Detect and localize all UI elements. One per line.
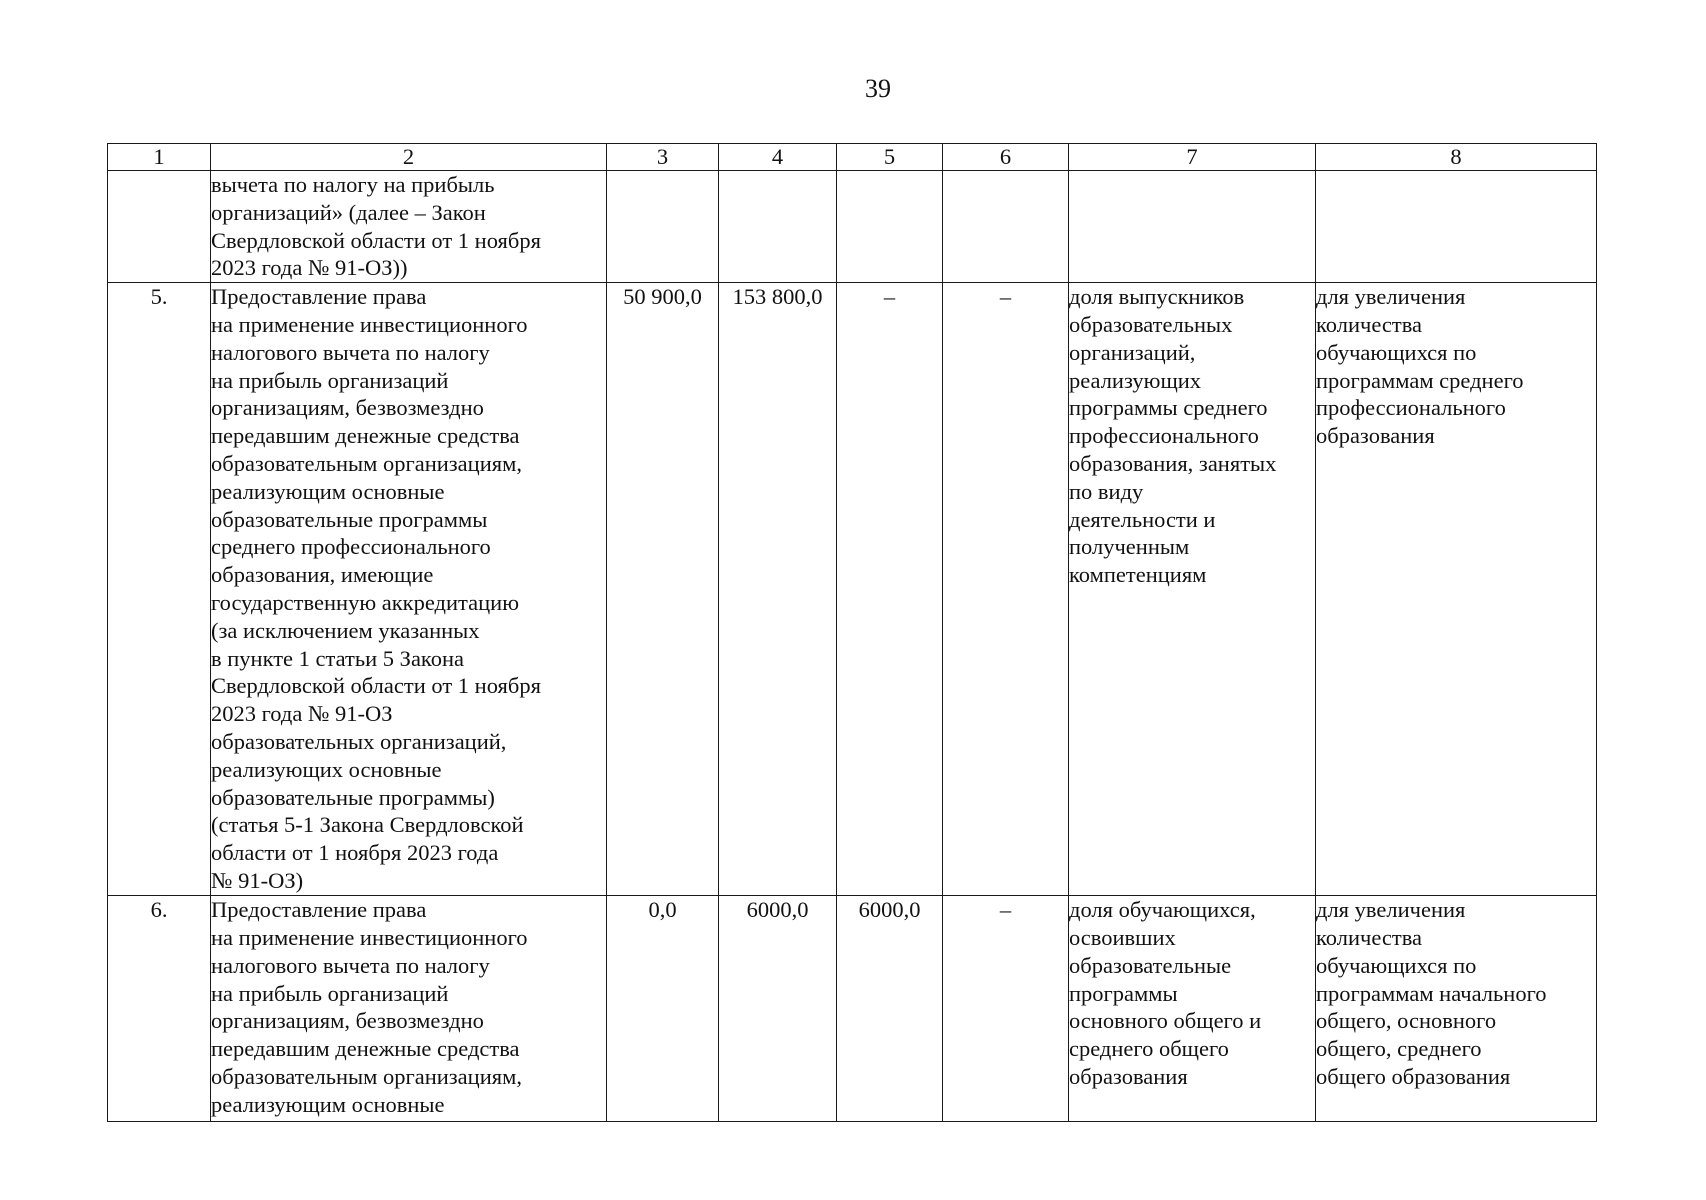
column-header: 6 bbox=[943, 144, 1069, 171]
value-cell-col3: 0,0 bbox=[607, 896, 719, 1122]
value-cell-col6 bbox=[943, 171, 1069, 283]
indicator-cell bbox=[1069, 171, 1316, 283]
purpose-cell: для увеличения количества обучающихся по программам начального общего, основного общего, среднего общего образования bbox=[1316, 896, 1597, 1122]
value-cell-col5 bbox=[837, 171, 943, 283]
row-number-cell: 5. bbox=[108, 283, 211, 896]
table-header-row bbox=[108, 144, 1597, 171]
column-header: 1 bbox=[108, 144, 211, 171]
page-number: 39 bbox=[865, 74, 891, 103]
description-cell: Предоставление права на применение инвестиционного налогового вычета по налогу на прибыль организаций организациям, безвозмездно передавшим денежные средства образовательным организациям, реализующим основные bbox=[211, 896, 607, 1122]
row-number-cell bbox=[108, 171, 211, 283]
table-row bbox=[108, 171, 1597, 283]
value-cell-col4 bbox=[719, 171, 837, 283]
purpose-cell: для увеличения количества обучающихся по программам среднего профессионального образования bbox=[1316, 283, 1597, 896]
column-header: 2 bbox=[211, 144, 607, 171]
column-header: 4 bbox=[719, 144, 837, 171]
value-cell-col4: 153 800,0 bbox=[719, 283, 837, 896]
value-cell-col3: 50 900,0 bbox=[607, 283, 719, 896]
indicator-cell: доля обучающихся, освоивших образовательные программы основного общего и среднего общего образования bbox=[1069, 896, 1316, 1122]
column-header: 8 bbox=[1316, 144, 1597, 171]
description-cell: вычета по налогу на прибыль организаций» (далее – Закон Свердловской области от 1 ноября 2023 года № 91-ОЗ)) bbox=[211, 171, 607, 283]
value-cell-col5: 6000,0 bbox=[837, 896, 943, 1122]
benefits-table bbox=[107, 143, 1597, 1122]
table-row bbox=[108, 896, 1597, 1122]
purpose-cell bbox=[1316, 171, 1597, 283]
value-cell-col3 bbox=[607, 171, 719, 283]
column-header: 7 bbox=[1069, 144, 1316, 171]
indicator-cell: доля выпускников образовательных организаций, реализующих программы среднего профессионального образования, занятых по виду деятельности и полученным компетенциям bbox=[1069, 283, 1316, 896]
column-header: 3 bbox=[607, 144, 719, 171]
value-cell-col6: – bbox=[943, 896, 1069, 1122]
table-row bbox=[108, 283, 1597, 896]
row-number-cell: 6. bbox=[108, 896, 211, 1122]
value-cell-col6: – bbox=[943, 283, 1069, 896]
column-header: 5 bbox=[837, 144, 943, 171]
description-cell: Предоставление права на применение инвестиционного налогового вычета по налогу на прибыль организаций организациям, безвозмездно передавшим денежные средства образовательным организациям, реализующим основные образовательные программы среднего профессионального образования, имеющие государственную аккредитацию (за исключением указанных в пункте 1 статьи 5 Закона Свердловской области от 1 ноября 2023 года № 91-ОЗ образовательных организаций, реализующих основные образовательные программы) (статья 5-1 Закона Свердловской области от 1 ноября 2023 года № 91-ОЗ) bbox=[211, 283, 607, 896]
value-cell-col5: – bbox=[837, 283, 943, 896]
value-cell-col4: 6000,0 bbox=[719, 896, 837, 1122]
